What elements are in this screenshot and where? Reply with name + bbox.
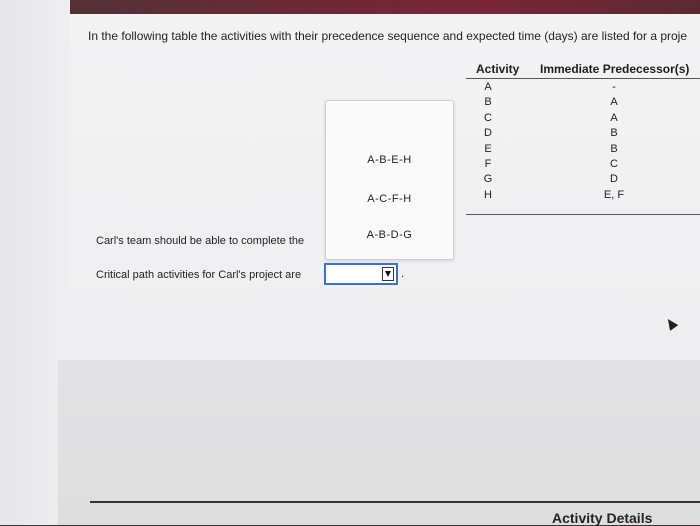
activity-cell: H — [484, 188, 492, 201]
dropdown-options-popup — [325, 100, 454, 260]
predecessor-cell: A — [610, 111, 618, 124]
critical-path-question-label: Critical path activities for Carl's project are — [96, 269, 302, 281]
predecessor-cell: B — [610, 127, 618, 140]
section-divider — [90, 501, 700, 503]
predecessor-cell: B — [610, 142, 618, 155]
activity-cell: E — [484, 142, 492, 155]
activity-cell: D — [484, 127, 492, 140]
predecessor-cell: C — [610, 157, 618, 170]
critical-path-select[interactable] — [324, 263, 398, 285]
predecessor-cell: A — [610, 96, 618, 109]
question-intro: In the following table the activities with their precedence sequence and expected time (days) are listed for a proje — [88, 29, 688, 43]
predecessor-cell: - — [612, 81, 616, 93]
predecessor-cell: E, F — [603, 188, 625, 201]
activity-column — [476, 80, 500, 203]
dropdown-option[interactable]: A-C-F-H — [367, 193, 412, 205]
predecessor-cell: D — [610, 173, 618, 186]
predecessor-column — [586, 80, 642, 203]
activity-cell: A — [484, 81, 492, 93]
completion-question-label: Carl's team should be able to complete the — [96, 235, 305, 247]
activity-cell: B — [484, 96, 492, 109]
table-header-activity: Activity — [476, 62, 520, 76]
dropdown-option[interactable]: A-B-D-G — [366, 229, 413, 241]
sentence-period: . — [401, 268, 405, 280]
table-header-predecessors: Immediate Predecessor(s) — [540, 62, 690, 76]
dropdown-option[interactable]: A-B-E-H — [367, 154, 412, 166]
activity-cell: G — [483, 173, 493, 186]
table-header-rule — [466, 78, 700, 79]
dropdown-arrow-icon[interactable] — [382, 267, 394, 281]
table-bottom-rule — [466, 214, 700, 215]
activity-cell: C — [484, 111, 492, 124]
section-title: Activity Details — [552, 510, 653, 526]
activity-cell: F — [484, 157, 492, 170]
